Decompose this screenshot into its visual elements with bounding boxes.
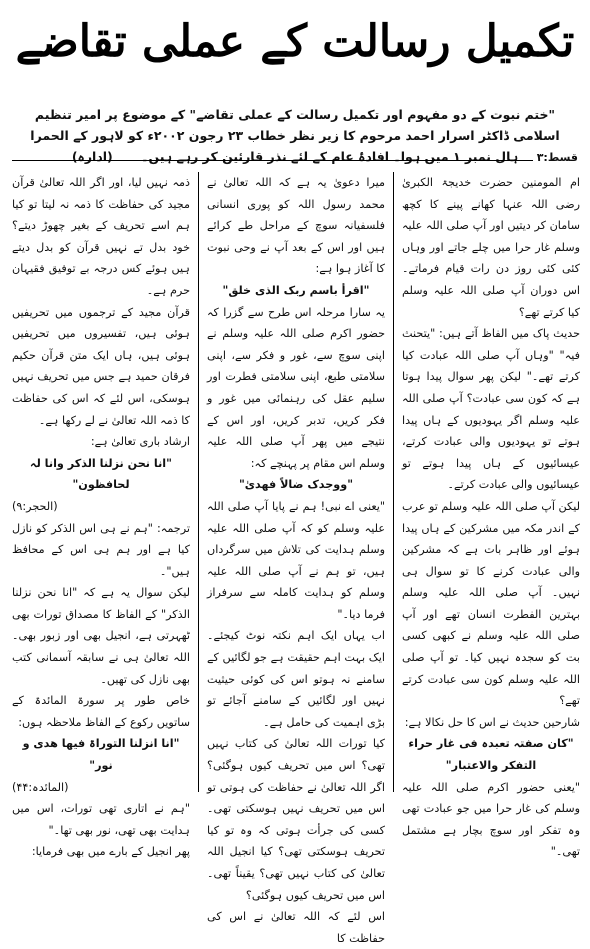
paragraph: اب یہاں ایک اہم نکتہ نوٹ کیجئے۔ ایک بہت اہم حقیقت ہے جو لگائیں کے سامنے نہ ہوتو اس کی کوئی حیثیت نہیں اور لگائیں کے سامنے آجائے تو بڑی اہمیت کی حامل ہے۔: [207, 629, 385, 729]
paragraph: حدیث پاک میں الفاظ آتے ہیں: "یتحنث فیہ" "وہاں آپ صلی اللہ عبادت کیا کرتے تھے۔" لیکن پھر سوال پیدا ہوتا ہے کہ کون سی عبادت؟ آپ صلی اللہ علیہ وسلم اگر یہودیوں کے ہاں پیدا ہوتے تو یہودیوں والی عبادت کرتے، عیسائیوں کے ہاں پیدا ہوتے تو عیسائیوں والی عبادت کرتے۔: [402, 327, 580, 492]
column-left: [12, 172, 190, 859]
paragraph: قرآن مجید کے ترجموں میں تحریفیں ہوئی ہیں، تفسیروں میں تحریفیں ہوئی ہیں، ہاں ایک متن قرآن حکیم فرقان حمید ہے جس میں تحریف نہیں ہوسکی، اس لئے کہ اس کی حفاظت کا ذمہ اللہ تعالیٰ نے لے رکھا ہے۔: [12, 305, 190, 427]
verse-reference: (الحجر:۹): [12, 499, 58, 513]
article-title: تکمیل رسالت کے عملی تقاضے: [15, 16, 575, 67]
paragraph: "یعنی حضور اکرم صلی اللہ علیہ وسلم کی غار حرا میں جو عبادت تھی وہ تفکر اور سوچ بچار ہے مشتمل تھی۔": [402, 780, 580, 859]
intro-tag: (ادارہ): [71, 149, 113, 164]
paragraph: لیکن آپ صلی اللہ علیہ وسلم تو عرب کے اندر مکہ میں مشرکین کے ہاں پیدا ہوئے اور ظاہر بات ہے کہ مشرکین والی عبادت کرنے کا تو سوال ہی نہیں۔ آپ صلی اللہ علیہ وسلم بہترین الفطرت انسان تھے اور آپ صلی اللہ علیہ وسلم نے کبھی کسی بت کو سجدہ نہیں کیا۔ تو آپ صلی اللہ علیہ وسلم کون سی عبادت کرتے تھے؟: [402, 499, 580, 708]
paragraph: "یعنی اے نبی! ہم نے پایا آپ صلی اللہ علیہ وسلم کو کہ آپ صلی اللہ علیہ وسلم ہدایت کی تلاش میں سرگرداں ہیں، تو ہم نے آپ صلی اللہ علیہ وسلم کو ہدایت کاملہ سے سرفراز فرما دیا۔": [207, 499, 385, 621]
column-divider: [198, 172, 199, 792]
paragraph: پھر انجیل کے بارے میں بھی فرمایا:: [31, 845, 190, 859]
column-right: [402, 172, 580, 859]
paragraph: شارحین حدیث نے اس کا حل نکالا ہے:: [404, 715, 580, 729]
article-intro: [18, 104, 572, 167]
paragraph: ذمہ نہیں لیا، اور اگر اللہ تعالیٰ قرآن مجید کی حفاظت کا ذمہ نہ لیتا تو کیا ہم اسے تحریف کے بغیر چھوڑ دیتے؟ خود بدل تے نہیں قرآن کو بدل دیتے ہیں ہوئے کس درجہ بے توفیق فقیہان حرم ہے۔: [12, 176, 190, 297]
arabic-quote: "کان صفتہ تعبدہ فی غار حراء التفکر والاعتبار": [408, 737, 574, 773]
header-rule: [12, 160, 542, 161]
paragraph: لیکن سوال یہ ہے کہ "انا نحن نزلنا الذکر" کے الفاظ کا مصداق تورات بھی ٹھہرتی ہے، انجیل بھی اور زبور بھی۔ اللہ تعالیٰ ہی نے سابقہ آسمانی کتب بھی نازل کی تھیں۔: [12, 586, 190, 686]
paragraph: "ہم نے اتاری تھی تورات، اس میں ہدایت بھی تھی، نور بھی تھا۔": [12, 802, 190, 837]
paragraph: کیا تورات اللہ تعالیٰ کی کتاب نہیں تھی؟ اس میں تحریف کیوں ہوگئی؟ اگر اللہ تعالیٰ نے حفاظت کی ہوتی تو اس میں تحریف نہیں ہوسکتی تھی۔ کسی کی جرأت ہوتی کہ وہ تو کیا تحریف ہوسکتی تھی؟ کیا انجیل اللہ تعالیٰ کی کتاب نہیں تھی؟ یقیناً تھی۔ اس میں تحریف کیوں ہوگئی؟: [207, 737, 385, 902]
intro-text: "ختم نبوت کے دو مفہوم اور تکمیل رسالت کے عملی تقاضے" کے موضوع پر امیر تنظیم اسلامی ڈاکٹر اسرار احمد مرحوم کا زیر نظر خطاب ۲۳ رجون ۲۰۰۲ء کو لاہور کے الحمرا ہال نمبر ۱ میں ہوا۔ افادۂ عام کے لئے نذر قارئین کر رہے ہیں۔: [30, 107, 560, 164]
column-divider: [393, 172, 394, 792]
arabic-quote: "ووجدک ضالاً فھدیٰ": [238, 478, 354, 492]
arabic-quote: "انا نحن نزلنا الذکر وانا لہ لحافظون": [30, 456, 172, 492]
arabic-quote: "اقرأ باسم ربک الذی خلق": [222, 283, 370, 297]
paragraph: میرا دعویٰ یہ ہے کہ اللہ تعالیٰ نے محمد رسول اللہ کو پوری انسانی فلسفیانہ سوچ کے مراحل طے کرائے ہیں اور اس کے بعد آپ نے وحی نبوت کا آغاز ہوا ہے:: [207, 176, 385, 276]
paragraph: اس لئے کہ اللہ تعالیٰ نے اس کی حفاظت کا: [207, 910, 385, 945]
paragraph: ام المومنین حضرت خدیجۃ الکبریٰ رضی اللہ عنہا کھانے پینے کا کچھ سامان کر دیتیں اور آپ صلی اللہ علیہ وسلم غار حرا میں چلے جاتے اور وہاں کئی کئی روز دن رات قیام فرماتے۔ اس دوران آپ صلی اللہ علیہ وسلم کیا کرتے تھے؟: [402, 176, 580, 319]
paragraph: خاص طور پر سورۃ المائدۃ کے ساتویں رکوع کے الفاظ ملاحظہ ہوں:: [12, 694, 190, 729]
column-middle: [207, 172, 385, 945]
paragraph: ارشاد باری تعالیٰ ہے:: [90, 435, 190, 449]
paragraph: یہ سارا مرحلہ اس طرح سے گزرا کہ حضور اکرم صلی اللہ علیہ وسلم نے اپنی سوچ سے، غور و فکر سے، اپنی سلامتی طبع، اپنی سلامتی فطرت اور سلیم عقل کی رہنمائی میں غور و فکر کریں، تدبر کریں، اور اس کے نتیجے میں پھر آپ صلی اللہ علیہ وسلم اس مقام پر پہنچے کہ:: [207, 305, 385, 470]
installment-label: قسط:۳: [533, 151, 578, 164]
paragraph: ترجمہ: "ہم نے ہی اس الذکر کو نازل کیا ہے اور ہم ہی اس کے محافظ ہیں"۔: [12, 521, 190, 578]
verse-reference: (المائدہ:۴۴): [12, 780, 69, 794]
arabic-quote: "انا انزلنا التوراۃ فیھا ھدی و نور": [22, 737, 180, 773]
